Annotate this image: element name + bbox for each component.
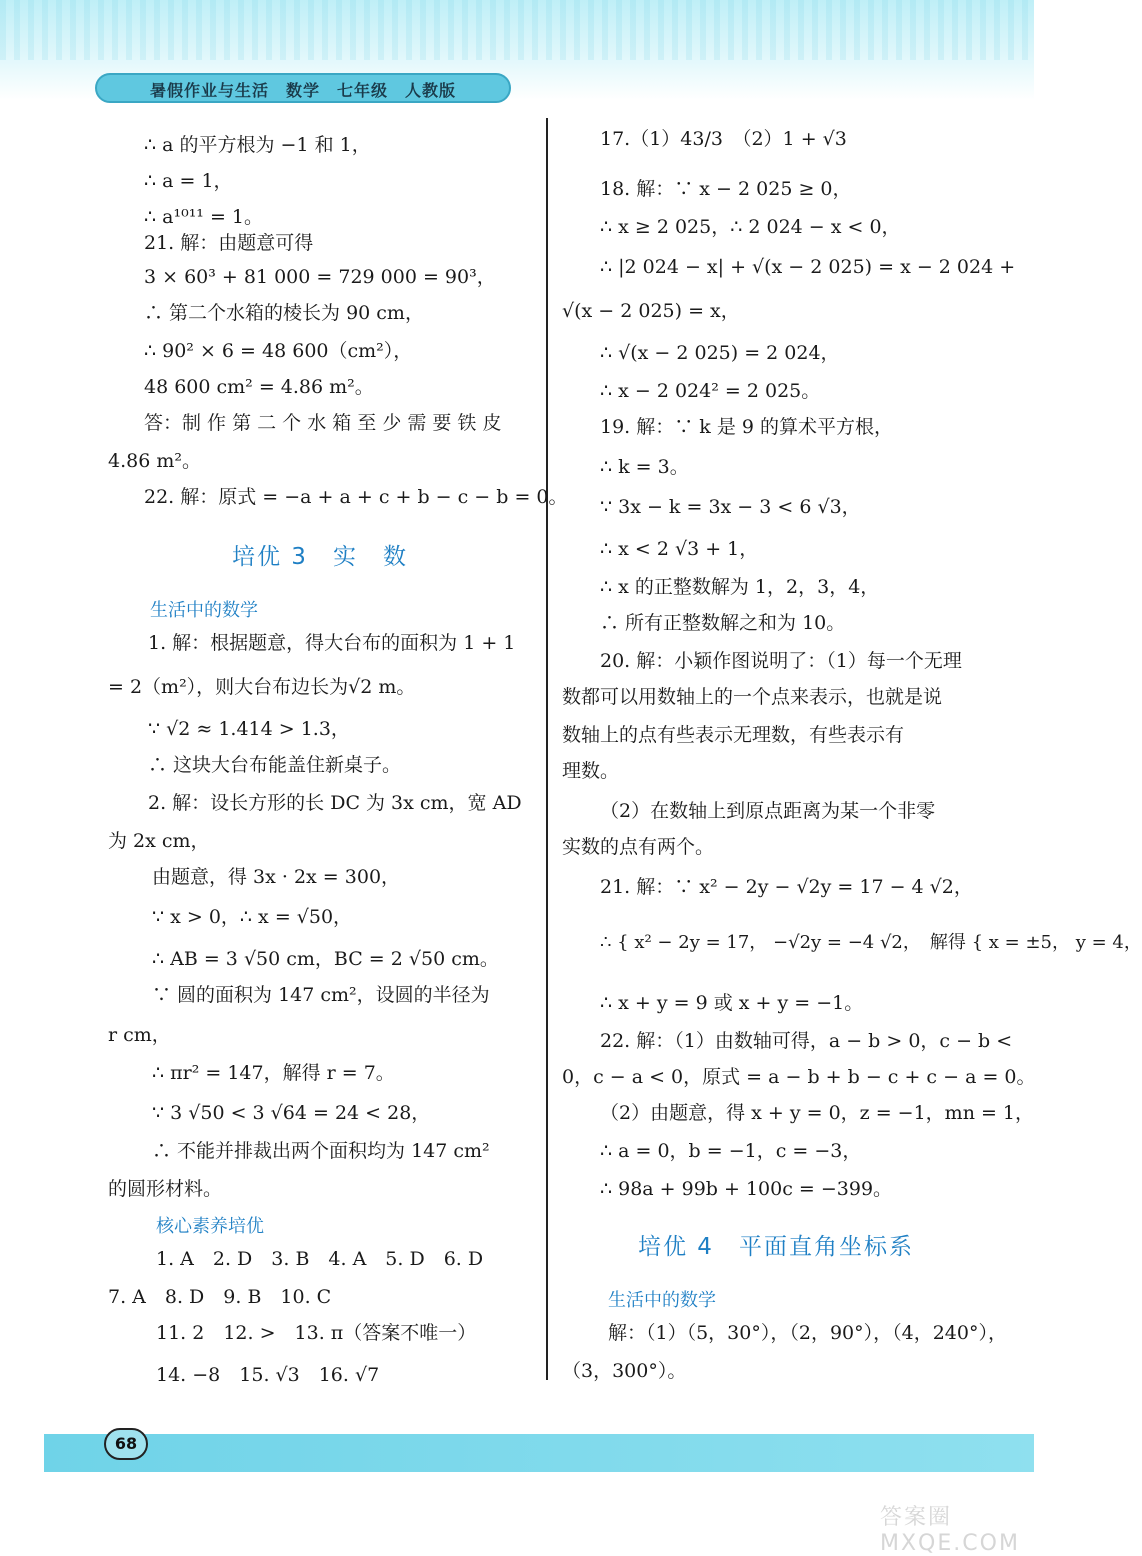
text-line: ∵ √2 ≈ 1.414 > 1.3，: [148, 718, 350, 740]
book-header-title: 暑假作业与生活 数学 七年级 人教版: [149, 81, 456, 100]
page-number: 68: [104, 1428, 148, 1460]
text-line: 数轴上的点有些表示无理数，有些表示有: [562, 724, 905, 746]
text-line: 18. 解：∵ x − 2 025 ≥ 0，: [600, 178, 852, 200]
text-line: ∵ 3x − k = 3x − 3 < 6 √3，: [600, 496, 861, 518]
text-line: ∴ x 的正整数解为 1，2，3，4，: [600, 576, 880, 598]
text-line: 22. 解：原式 = −a + a + c + b − c − b = 0。: [144, 486, 568, 508]
text-line: 理数。: [562, 760, 620, 782]
text-line: ∴ 90² × 6 = 48 600（cm²），: [144, 340, 413, 362]
text-line: = 2（m²），则大台布边长为√2 m。: [108, 676, 416, 698]
text-line: ∴ x − 2 024² = 2 025。: [600, 380, 821, 402]
column-divider: [546, 118, 548, 1380]
answer-line: 1. A 2. D 3. B 4. A 5. D 6. D: [156, 1248, 484, 1270]
text-line: 4.86 m²。: [108, 450, 201, 472]
text-line: 实数的点有两个。: [562, 836, 715, 858]
text-line: 19. 解：∵ k 是 9 的算术平方根，: [600, 416, 894, 438]
subsection-title: 核心素养培优: [156, 1216, 264, 1237]
section-title: 培优 3 实 数: [232, 544, 408, 570]
text-line: r cm，: [108, 1024, 171, 1046]
text-line: ∴ k = 3。: [600, 456, 689, 478]
text-line: ∴ √(x − 2 025) = 2 024，: [600, 342, 840, 364]
text-line: ∵ 圆的面积为 147 cm²，设圆的半径为: [152, 984, 490, 1006]
text-line: ∴ 第二个水箱的棱长为 90 cm，: [144, 302, 424, 324]
text-line: （2）在数轴上到原点距离为某一个非零: [600, 800, 936, 822]
text-line: 17.（1）43/3 （2）1 + √3: [600, 128, 847, 150]
text-line: ∴ a = 0，b = −1，c = −3，: [600, 1140, 862, 1162]
text-line: 1. 解：根据题意，得大台布的面积为 1 + 1: [148, 632, 516, 654]
subsection-title: 生活中的数学: [150, 600, 258, 621]
section-title: 培优 4 平面直角坐标系: [638, 1234, 914, 1260]
text-line: 48 600 cm² = 4.86 m²。: [144, 376, 374, 398]
text-line: 20. 解：小颖作图说明了：（1）每一个无理: [600, 650, 962, 672]
answer-line: 14. −8 15. √3 16. √7: [156, 1364, 380, 1386]
text-line: 解：（1）（5，30°），（2，90°），（4，240°），: [608, 1322, 1007, 1344]
text-line: ∴ 所有正整数解之和为 10。: [600, 612, 846, 634]
text-line: （2）由题意，得 x + y = 0，z = −1，mn = 1，: [600, 1102, 1035, 1124]
text-line: 3 × 60³ + 81 000 = 729 000 = 90³，: [144, 266, 496, 288]
text-line: 0，c − a < 0，原式 = a − b + b − c + c − a = 0。: [562, 1066, 1036, 1088]
text-line: 22. 解：（1）由数轴可得，a − b > 0，c − b <: [600, 1030, 1013, 1052]
watermark: 答案圈 MXQE.COM: [880, 1505, 1020, 1556]
text-line: 为 2x cm，: [108, 830, 210, 852]
text-line: ∴ πr² = 147，解得 r = 7。: [152, 1062, 395, 1084]
text-line: ∴ 这块大台布能盖住新桌子。: [148, 754, 402, 776]
text-line: （3，300°）。: [562, 1360, 687, 1382]
text-line: 21. 解：∵ x² − 2y − √2y = 17 − 4 √2，: [600, 876, 973, 898]
text-line: ∴ 不能并排裁出两个面积均为 147 cm²: [152, 1140, 490, 1162]
text-line: 的圆形材料。: [108, 1178, 223, 1200]
text-line: 21. 解：由题意可得: [144, 232, 314, 254]
text-line: ∴ a 的平方根为 −1 和 1，: [144, 134, 371, 156]
text-line: ∴ a¹⁰¹¹ = 1。: [144, 206, 264, 228]
text-line: √(x − 2 025) = x，: [562, 300, 740, 322]
text-line: 数都可以用数轴上的一个点来表示，也就是说: [562, 686, 943, 708]
text-line: ∴ x + y = 9 或 x + y = −1。: [600, 992, 864, 1014]
text-line: ∵ x > 0，∴ x = √50，: [152, 906, 353, 928]
bottom-decorative-band: [44, 1434, 1034, 1472]
book-header: [95, 73, 511, 103]
text-line: 2. 解：设长方形的长 DC 为 3x cm，宽 AD: [148, 792, 522, 814]
subsection-title: 生活中的数学: [608, 1290, 716, 1311]
equation-system-line: ∴ { x² − 2y = 17， −√2y = −4 √2， 解得 { x = ±5， y = 4，: [600, 932, 1142, 953]
text-line: 由题意，得 3x · 2x = 300，: [152, 866, 401, 888]
text-line: ∴ x < 2 √3 + 1，: [600, 538, 759, 560]
text-line: 答：制 作 第 二 个 水 箱 至 少 需 要 铁 皮: [144, 412, 502, 434]
text-line: ∴ a = 1，: [144, 170, 233, 192]
text-line: ∵ 3 √50 < 3 √64 = 24 < 28，: [152, 1102, 431, 1124]
text-line: ∴ x ≥ 2 025，∴ 2 024 − x < 0，: [600, 216, 901, 238]
text-line: ∴ AB = 3 √50 cm，BC = 2 √50 cm。: [152, 948, 499, 970]
answer-line: 11. 2 12. > 13. π（答案不唯一）: [156, 1322, 477, 1344]
text-line: ∴ 98a + 99b + 100c = −399。: [600, 1178, 893, 1200]
answer-line: 7. A 8. D 9. B 10. C: [108, 1286, 332, 1308]
text-line: ∴ |2 024 − x| + √(x − 2 025) = x − 2 024 +: [600, 256, 1016, 278]
